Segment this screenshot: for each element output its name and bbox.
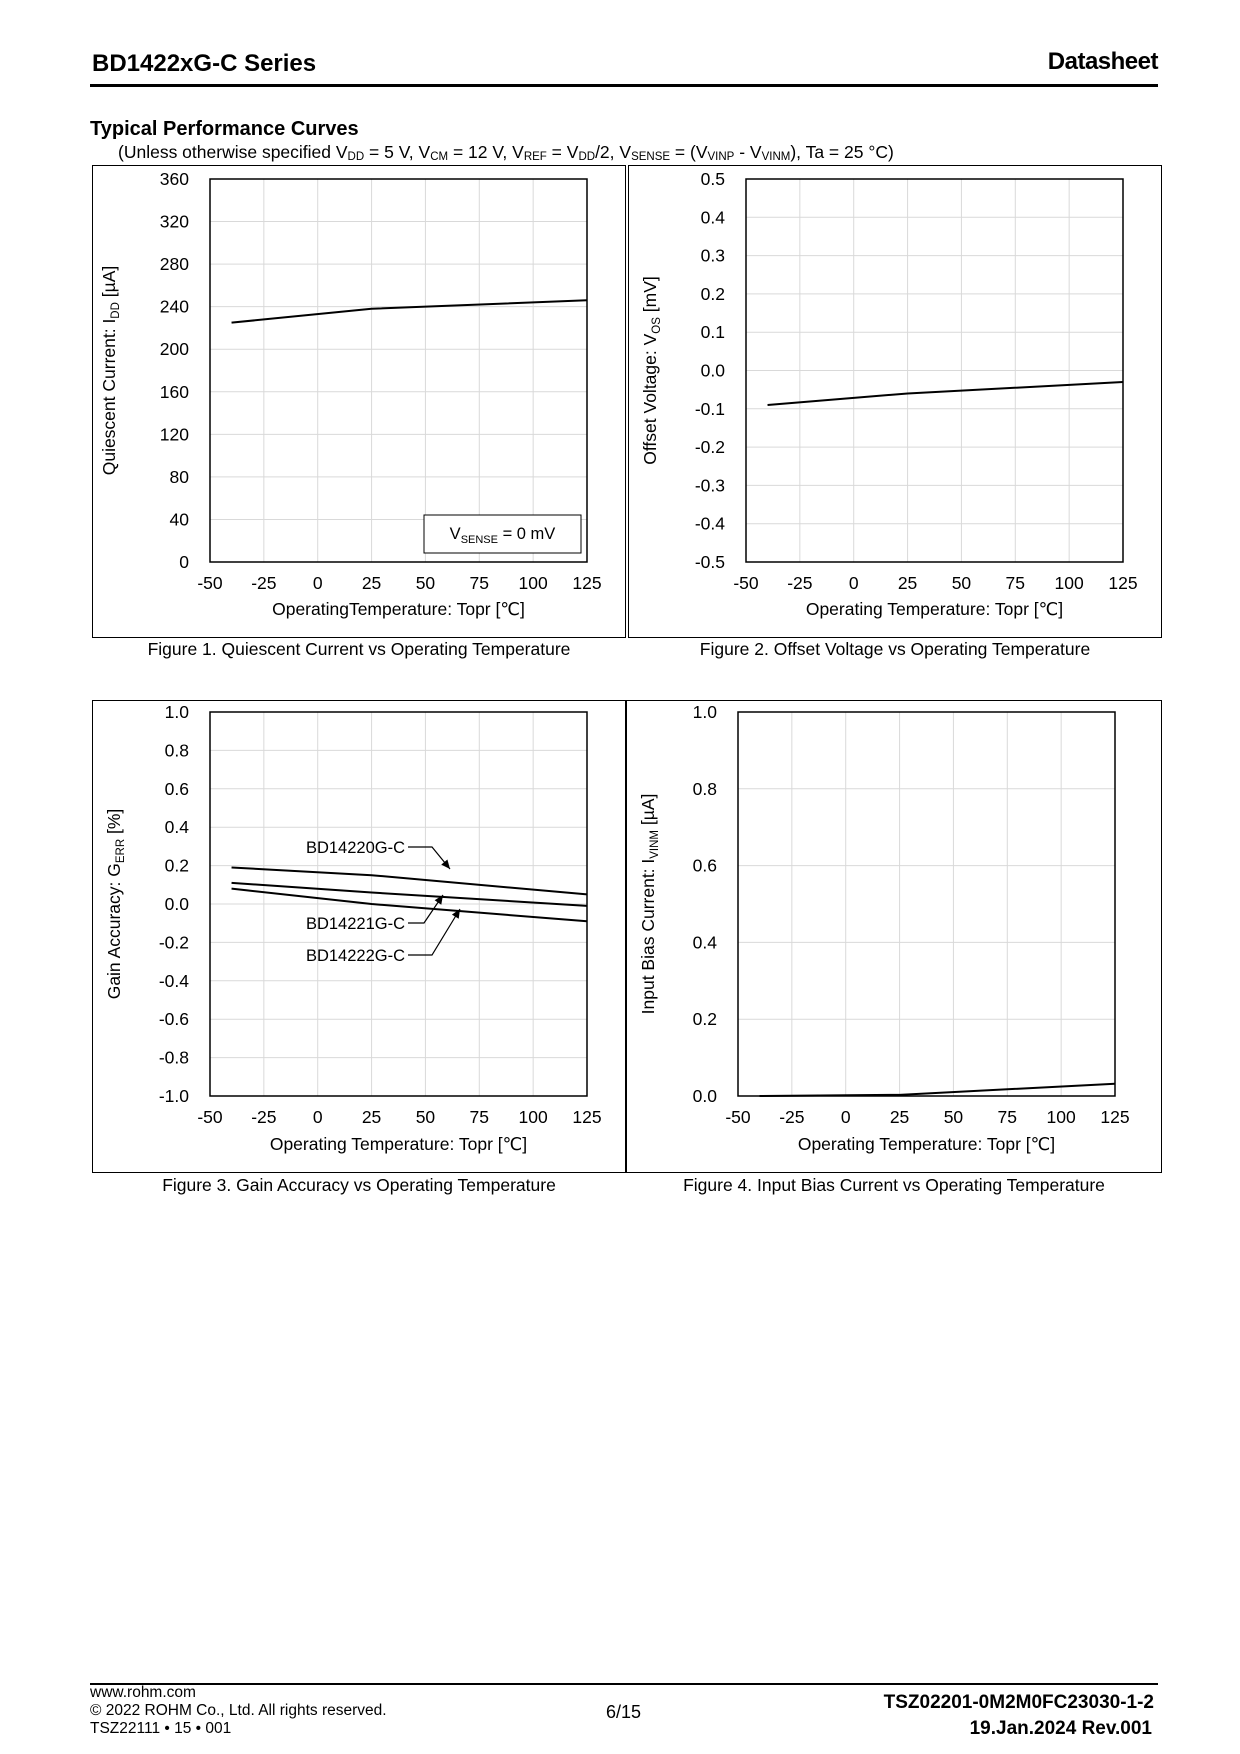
y-tick-label: -0.6 [158, 1009, 189, 1030]
x-tick-label: 75 [997, 1107, 1018, 1127]
x-tick-label: 0 [840, 1107, 851, 1127]
chart-input-bias-current [627, 701, 1163, 1174]
figure-3-panel [92, 700, 626, 1173]
header-series-title: BD1422xG-C Series [92, 50, 317, 77]
x-axis-label: Operating Temperature: Topr [℃] [805, 599, 1064, 619]
y-tick-label: -0.8 [158, 1047, 189, 1068]
series-leader-arrow [441, 860, 450, 869]
series-leader-line [408, 909, 460, 955]
x-tick-label: -25 [251, 1107, 277, 1127]
series-line-bd14222g-c [232, 889, 587, 922]
y-tick-label: 0.5 [700, 169, 725, 189]
section-title: Typical Performance Curves [90, 118, 359, 140]
y-tick-label: 200 [159, 339, 189, 360]
chart-gain-accuracy [93, 701, 627, 1174]
x-tick-label: -50 [197, 1107, 223, 1127]
x-tick-label: 75 [1005, 573, 1026, 593]
plot-area-frame [738, 712, 1115, 1096]
y-tick-label: 0.0 [700, 360, 725, 381]
y-tick-label: 0.0 [164, 894, 189, 914]
footer-divider [90, 1683, 1158, 1685]
x-tick-label: 125 [572, 1107, 602, 1127]
y-tick-label: 320 [159, 211, 189, 232]
x-tick-label: 50 [943, 1107, 964, 1127]
y-tick-label: 0 [179, 552, 189, 572]
grid-lines [746, 179, 1123, 562]
y-axis-label: Gain Accuracy: $G_{ERR}$ [%] [104, 808, 127, 1000]
footer-copyright: © 2022 ROHM Co., Ltd. All rights reserved. [90, 1702, 387, 1719]
footer-website: www.rohm.com [90, 1684, 196, 1701]
y-tick-label: -0.5 [694, 552, 725, 572]
footer-date-revision: 19.Jan.2024 Rev.001 [969, 1718, 1152, 1739]
grid-lines [738, 712, 1115, 1096]
y-tick-label: 0.3 [700, 245, 725, 266]
footer-doc-number: TSZ02201-0M2M0FC23030-1-2 [883, 1692, 1154, 1713]
x-tick-label: 100 [518, 1107, 548, 1127]
annotation-text: $V_{SENSE} = 0$ mV [449, 525, 556, 546]
y-tick-label: 0.2 [692, 1009, 717, 1030]
x-tick-label: 25 [889, 1107, 910, 1127]
series-line-1 [768, 382, 1123, 405]
x-tick-label: 75 [469, 573, 490, 593]
series-label: BD14221G-C [305, 915, 405, 933]
x-tick-label: 100 [1054, 573, 1084, 593]
header-divider [90, 84, 1158, 87]
y-tick-label: 0.8 [164, 740, 189, 761]
figure-3-caption: Figure 3. Gain Accuracy vs Operating Temperature [162, 1175, 556, 1195]
y-tick-label: 360 [159, 169, 189, 189]
y-axis-label: Offset Voltage: $V_{OS}$ [mV] [640, 276, 663, 465]
figure-2-panel [628, 165, 1162, 638]
y-tick-label: 0.6 [692, 855, 717, 876]
x-tick-label: -50 [733, 573, 759, 593]
x-tick-label: 25 [361, 1107, 382, 1127]
test-conditions: (Unless otherwise specified $V_{DD} = 5$ V, $V_{CM} = 12$ V, $V_{REF} = V_{DD}/2$, $V_{SENSE} = (V_{VINP} - V_{VINM})$, Ta = 25 °C) [118, 142, 894, 163]
y-tick-label: 160 [159, 381, 189, 402]
x-tick-label: -25 [251, 573, 277, 593]
plot-area-frame [210, 179, 587, 562]
y-tick-label: 0.4 [700, 207, 725, 228]
y-tick-label: -0.3 [694, 475, 725, 496]
y-tick-label: 0.2 [700, 283, 725, 304]
y-tick-label: 120 [159, 424, 189, 445]
figure-1-caption: Figure 1. Quiescent Current vs Operating Temperature [147, 639, 571, 659]
x-axis-label: Operating Temperature: Topr [℃] [797, 1134, 1056, 1154]
x-tick-label: 0 [848, 573, 859, 593]
y-tick-label: 0.6 [164, 778, 189, 799]
y-tick-label: 0.2 [164, 855, 189, 876]
figure-1-panel [92, 165, 626, 638]
x-tick-label: 25 [897, 573, 918, 593]
x-tick-label: -25 [779, 1107, 805, 1127]
y-axis-label: Quiescent Current: $I_{DD}$ [µA] [99, 265, 122, 476]
x-tick-label: 100 [518, 573, 548, 593]
x-tick-label: 50 [951, 573, 972, 593]
x-tick-label: -50 [197, 573, 223, 593]
grid-lines [210, 179, 587, 562]
y-tick-label: -0.4 [158, 970, 189, 991]
y-tick-label: 240 [159, 296, 189, 317]
y-tick-label: -0.4 [694, 513, 725, 534]
series-line-1 [760, 1084, 1115, 1096]
x-tick-label: 100 [1046, 1107, 1076, 1127]
figure-2-caption: Figure 2. Offset Voltage vs Operating Temperature [699, 639, 1091, 659]
y-tick-label: 1.0 [164, 702, 189, 722]
x-tick-label: 125 [572, 573, 602, 593]
figure-4-panel [626, 700, 1162, 1173]
figure-4-caption: Figure 4. Input Bias Current vs Operating Temperature [683, 1175, 1105, 1195]
footer-page-number: 6/15 [606, 1702, 642, 1722]
x-tick-label: -25 [787, 573, 813, 593]
y-tick-label: 0.4 [164, 817, 189, 838]
grid-lines [210, 712, 587, 1096]
y-tick-label: 40 [169, 509, 189, 530]
series-line-bd14220g-c [232, 868, 587, 895]
x-tick-label: 50 [415, 1107, 436, 1127]
y-tick-label: -0.2 [158, 932, 189, 953]
chart-quiescent-current [93, 166, 627, 639]
x-tick-label: 125 [1108, 573, 1138, 593]
x-tick-label: 0 [312, 573, 323, 593]
y-tick-label: 0.8 [692, 778, 717, 799]
y-tick-label: 0.4 [692, 932, 717, 953]
series-label: BD14222G-C [305, 947, 405, 965]
x-tick-label: 50 [415, 573, 436, 593]
y-tick-label: -0.2 [694, 437, 725, 458]
y-tick-label: 1.0 [692, 702, 717, 722]
x-axis-label: OperatingTemperature: Topr [℃] [272, 599, 525, 619]
footer-code: TSZ22111 • 15 • 001 [90, 1720, 232, 1737]
x-axis-label: Operating Temperature: Topr [℃] [269, 1134, 528, 1154]
x-tick-label: -50 [725, 1107, 751, 1127]
y-tick-label: -0.1 [694, 398, 725, 419]
x-tick-label: 25 [361, 573, 382, 593]
y-tick-label: -1.0 [158, 1086, 189, 1106]
y-tick-label: 80 [169, 466, 189, 487]
x-tick-label: 125 [1100, 1107, 1130, 1127]
series-line-1 [232, 300, 587, 322]
series-label: BD14220G-C [305, 839, 405, 857]
y-tick-label: 0.1 [700, 322, 725, 343]
chart-offset-voltage [629, 166, 1163, 639]
y-tick-label: 280 [159, 254, 189, 275]
y-tick-label: 0.0 [692, 1086, 717, 1106]
y-axis-label: Input Bias Current: $I_{VINM}$ [µA] [638, 793, 661, 1015]
x-tick-label: 75 [469, 1107, 490, 1127]
header-doc-type: Datasheet [1047, 48, 1158, 75]
x-tick-label: 0 [312, 1107, 323, 1127]
